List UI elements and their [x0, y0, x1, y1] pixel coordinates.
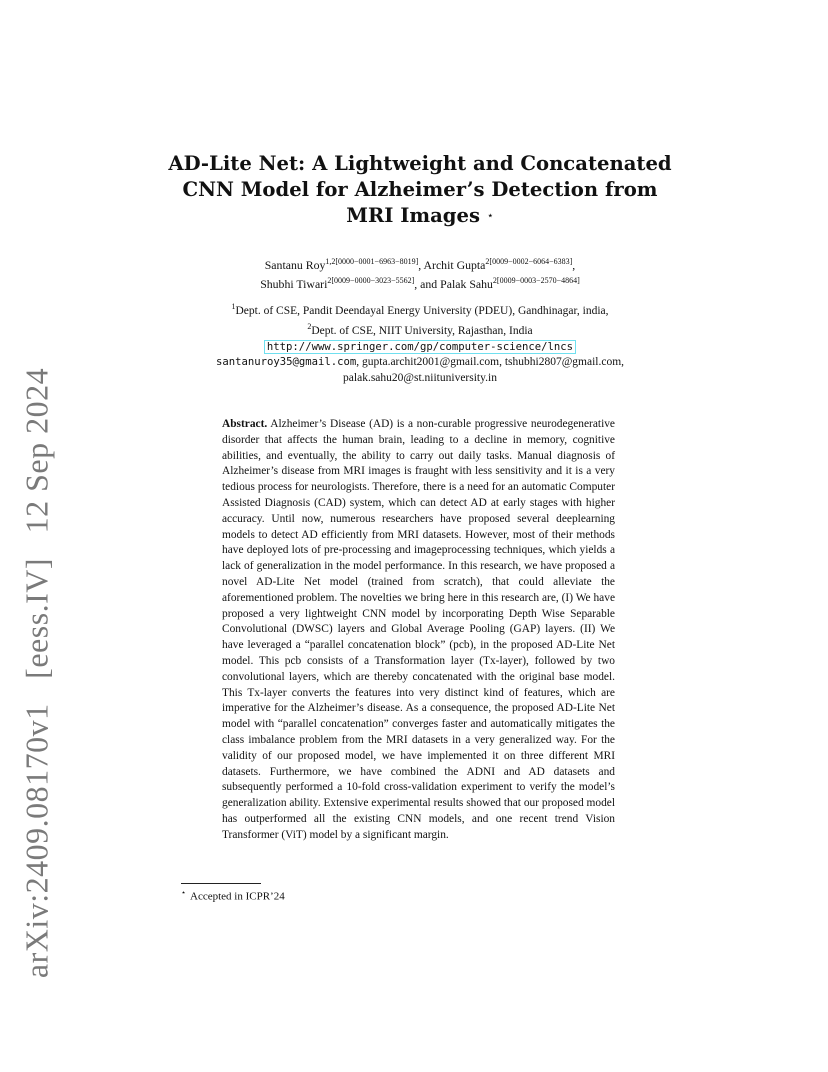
arxiv-id: arXiv:2409.08170v1	[18, 703, 55, 979]
author-name: Palak Sahu	[440, 276, 493, 291]
author-name: Shubhi Tiwari	[260, 276, 328, 291]
arxiv-date: 12 Sep 2024	[18, 367, 55, 534]
abstract-label: Abstract.	[222, 418, 268, 430]
affiliations	[150, 299, 690, 387]
footnote-divider	[181, 883, 261, 884]
email-list: , gupta.archit2001@gmail.com, tshubhi2807@gmail.com,	[356, 356, 625, 369]
title-line-3	[150, 203, 690, 229]
title-footnote-mark: ⋆	[486, 209, 494, 222]
springer-link[interactable]: http://www.springer.com/gp/computer-science/lncs	[264, 340, 576, 354]
arxiv-category: [eess.IV]	[18, 557, 55, 679]
title-line-3-text: MRI Images	[346, 204, 481, 227]
abstract-text: Alzheimer’s Disease (AD) is a non-curable progressive neurodegenerative disorder that affects the human brain, leading to a decline in memory, cognitive abilities, and eventually, the ability to carry out daily tasks. Manual diagnosis of Alzheimer’s disease from MRI images is fraught with less sensitivity and it is a very tedious process for neurologists. Therefore, there is a need for an automatic Computer Assisted Diagnosis (CAD) system, which can detect AD at early stages with higher accuracy. Until now, numerous researchers have proposed several deeplearning models to detect AD efficiently from MRI datasets. However, most of their methods have deployed lots of pre-processing and imageprocessing techniques, which yields a lack of generalization in the model performance. In this research, we have proposed a novel AD-Lite Net model (trained from scratch), that could alleviate the aforementioned problem. The novelties we bring here in this research are, (I) We have proposed a very lightweight CNN model by incorporating Depth Wise Separable Convolutional (DWSC) layers and Global Average Pooling (GAP) layers. (II) We have leveraged a “parallel concatenation block” (pcb), in the proposed AD-Lite Net model. This pcb consists of a Transformation layer (Tx-layer), followed by two convolutional layers, which are thereby concatenated with the original base model. This Tx-layer converts the features into very distinct kind of features, which are imperative for the Alzheimer’s disease. As a consequence, the proposed AD-Lite Net model with “parallel concatenation” converges faster and automatically mitigates the class imbalance problem from the MRI datasets in a very generalized way. For the validity of our proposed model, we have implemented it on three different MRI datasets. Furthermore, we have combined the ADNI and AD datasets and subsequently performed a 10-fold cross-validation experiment to verify the model’s generalization ability. Extensive experimental results showed that our proposed model has outperformed all the existing CNN models, and one recent trend Vision Transformer (ViT) model by a significant margin.	[222, 418, 615, 841]
author-name: Santanu Roy	[264, 257, 326, 272]
footnote-text: Accepted in ICPR’24	[190, 890, 285, 903]
email-line-1	[150, 355, 690, 371]
abstract	[222, 417, 615, 844]
affiliation-2-mark: 2	[307, 322, 312, 332]
url-line	[150, 340, 690, 356]
arxiv-identifier-stamp	[19, 352, 56, 978]
footnote	[181, 888, 285, 903]
affiliation-2-text: Dept. of CSE, NIIT University, Rajasthan, India	[311, 325, 533, 338]
affiliation-2	[150, 319, 690, 339]
author-and: , and	[414, 276, 441, 291]
paper-title	[150, 151, 690, 229]
author-line-2	[150, 273, 690, 292]
author-orcid: 1,2[0000−0001−6963−8019]	[325, 257, 419, 266]
footnote-mark: ⋆	[181, 888, 187, 897]
author-list	[150, 254, 690, 292]
author-orcid: 2[0009−0003−2570−4864]	[492, 275, 580, 285]
affiliation-1	[150, 299, 690, 319]
author-orcid: 2[0009−0000−3023−5562]	[327, 275, 415, 285]
title-line-1: AD-Lite Net: A Lightweight and Concatenated	[168, 152, 672, 175]
author-name: Archit Gupta	[423, 257, 486, 272]
email-line-2: palak.sahu20@st.niituniversity.in	[343, 372, 497, 385]
affiliation-1-mark: 1	[231, 302, 236, 311]
affiliation-1-text: Dept. of CSE, Pandit Deendayal Energy University (PDEU), Gandhinagar, india,	[235, 304, 609, 317]
title-line-2: CNN Model for Alzheimer’s Detection from	[182, 178, 658, 201]
author-orcid: 2[0009−0002−6064−6383]	[485, 257, 573, 266]
email-primary: santanuroy35@gmail.com	[215, 356, 357, 369]
author-line-1: Santanu Roy$^{1,2[0000-0001-6963-8019]}$, Archit Gupta$^{2[0009-0002-6064-6383]}$,	[264, 257, 576, 272]
